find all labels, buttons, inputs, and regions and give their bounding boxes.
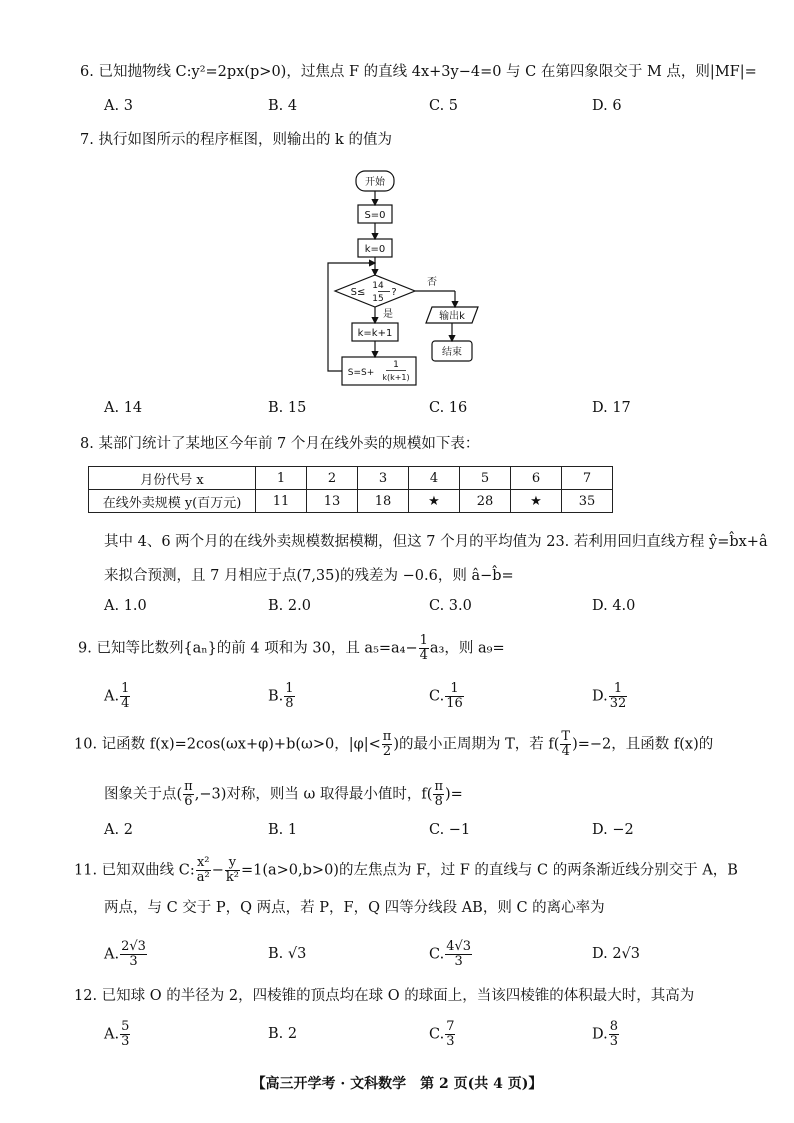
page-footer: 【高三开学考 · 文科数学 第 2 页(共 4 页)】 [251,1076,543,1092]
q7-option-c: C. 16 [429,400,468,416]
flow-update-s: S=S+ [347,368,375,378]
table-cell: 在线外卖规模 y(百万元) [89,490,256,513]
q9-option-a: A. $\frac{1}{4}$ [104,681,130,711]
q11-option-b: B. √3 [268,946,307,962]
flow-output-label: 输出k [439,311,465,322]
q8-option-b: B. 2.0 [268,598,311,614]
flow-update-num: 1 [393,360,399,370]
q6-option-c: C. 5 [429,98,459,114]
q11-option-c: C. $\frac{4√3}{3}$ [429,939,472,969]
q8-option-c: C. 3.0 [429,598,472,614]
flow-s0-label: S=0 [364,210,386,221]
table-cell: 11 [256,490,307,513]
q12-option-b: B. 2 [268,1026,298,1042]
q6-option-b: B. 4 [268,98,298,114]
q10-option-b: B. 1 [268,822,298,838]
q8-option-d: D. 4.0 [592,598,636,614]
q8-option-a: A. 1.0 [104,598,147,614]
flow-cond-num: 14 [372,281,384,291]
table-cell: 5 [460,467,511,490]
q10-line2: 图象关于点( $\frac{\pi}{6}$ ,−3)对称，则当 ω 取得最小值时，f( $\frac{\pi}{8}$ )= [104,779,463,809]
flow-yes-label: 是 [383,309,393,320]
flow-start-label: 开始 [365,177,385,188]
q11-line2: 两点，与 C 交于 P，Q 两点，若 P，F，Q 四等分线段 AB，则 C 的离心率为 [104,900,605,916]
table-cell: 28 [460,490,511,513]
q8-stem: 8. 某部门统计了某地区今年前 7 个月在线外卖的规模如下表： [80,436,480,452]
table-cell: 1 [256,467,307,490]
fraction [419,634,429,663]
q9-stem-part: a₃，则 a₉= [429,640,505,657]
q7-option-b: B. 15 [268,400,307,416]
flow-update-den: k(k+1) [382,373,410,382]
table-cell: ★ [409,490,460,513]
q11-option-a: A. $\frac{2√3}{3}$ [104,939,146,969]
table-cell: 月份代号 x [89,467,256,490]
q11-line1: 11. 已知双曲线 C: $\frac{\text{x²}}{\text{a²}}$ − $\frac{y}{\text{k²}}$ =1(a>0,b>0)的左焦点为 F，过 F 的直线与 C 的两条渐近线分别交于 A，B [74,855,738,885]
table-row [89,490,613,513]
q8-line1: 其中 4、6 两个月的在线外卖规模数据模糊，但这 7 个月的平均值为 23. 若利用回归直线方程 ŷ=b̂x+â [104,534,768,550]
flow-cond-q: ? [391,287,397,298]
q6-stem: 6. 已知抛物线 C:y²=2px(p>0)，过焦点 F 的直线 4x+3y−4=0 与 C 在第四象限交于 M 点，则|MF|= [80,64,757,80]
q10-option-a: A. 2 [104,822,133,838]
q8-table [88,466,613,513]
numerator: 1 [419,633,428,648]
table-row [89,467,613,490]
q6-option-d: D. 6 [592,98,622,114]
flow-cond-s: S≤ [350,287,366,298]
q9-stem-part: 9. 已知等比数列{aₙ}的前 4 项和为 30，且 a₅=a₄− [78,640,418,657]
flow-cond-den: 15 [372,294,384,304]
table-cell: ★ [511,490,562,513]
table-cell: 4 [409,467,460,490]
q12-stem: 12. 已知球 O 的半径为 2，四棱锥的顶点均在球 O 的球面上，当该四棱锥的体积最大时，其高为 [74,988,695,1004]
q7-option-d: D. 17 [592,400,631,416]
q10-option-c: C. −1 [429,822,471,838]
q12-option-c: C. $\frac{7}{3}$ [429,1019,455,1049]
q10-option-d: D. −2 [592,822,634,838]
flow-end-label: 结束 [442,347,462,358]
table-cell: 2 [307,467,358,490]
table-cell: 6 [511,467,562,490]
table-cell: 18 [358,490,409,513]
flow-inc-label: k=k+1 [357,328,393,339]
q7-stem: 7. 执行如图所示的程序框图，则输出的 k 的值为 [80,132,392,148]
q9-option-c: C. $\frac{1}{16}$ [429,681,463,711]
q8-line2: 来拟合预测，且 7 月相应于点(7,35)的残差为 −0.6，则 â−b̂= [104,568,514,584]
q7-option-a: A. 14 [104,400,143,416]
q9-option-d: D. $\frac{1}{32}$ [592,681,627,711]
q12-option-a: A. $\frac{5}{3}$ [104,1019,130,1049]
q6-option-a: A. 3 [104,98,133,114]
flowchart [320,165,490,395]
q11-option-d: D. 2√3 [592,946,641,962]
q9-stem [78,634,505,663]
q12-option-d: D. $\frac{8}{3}$ [592,1019,618,1049]
table-cell: 7 [562,467,613,490]
table-cell: 3 [358,467,409,490]
flow-k0-label: k=0 [364,244,386,255]
q9-option-b: B. $\frac{1}{8}$ [268,681,294,711]
table-cell: 35 [562,490,613,513]
denominator: 4 [419,648,428,663]
table-cell: 13 [307,490,358,513]
flow-no-label: 否 [427,277,437,288]
q10-line1: 10. 记函数 f(x)=2cos(ωx+φ)+b(ω>0，|φ|< $\frac{\pi}{2}$ )的最小正周期为 T，若 f( $\frac{T}{4}$ )=−2，且函数 f(x)的 [74,729,714,759]
